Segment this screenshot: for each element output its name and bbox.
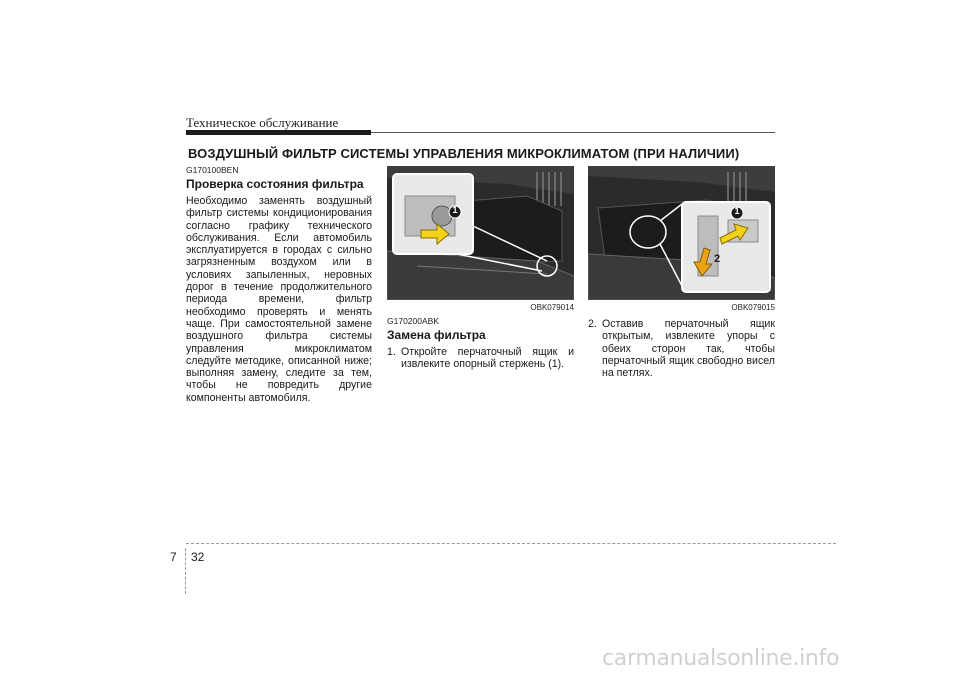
figure-caption: OBK079015 (731, 303, 775, 312)
stoppers-illustration (588, 166, 775, 300)
subheading-check: Проверка состояния фильтра (186, 177, 364, 191)
callout-1: 1 (452, 205, 458, 215)
step-text: Оставив перчаточный ящик открытым, извлеките упоры с обеих сторон так, чтобы перчаточный ящик свободно висел на петлях. (602, 318, 775, 380)
watermark: carmanualsonline.info (602, 646, 840, 671)
section-title: Техническое обслуживание (186, 115, 339, 130)
column-1 (186, 165, 372, 404)
subheading-replace: Замена фильтра (387, 328, 486, 342)
step-number: 1. (387, 346, 396, 358)
step-number: 2. (588, 318, 597, 330)
step-2 (588, 318, 775, 379)
glovebox-illustration (387, 166, 574, 300)
figure-glovebox-stay-rod (387, 166, 574, 300)
column-3 (588, 318, 775, 379)
check-paragraph: Необходимо заменять воздушный фильтр системы кондиционирования согласно графику технического обслуживания. Если автомобиль эксплуатируется в городах с сильно загрязненным воздухом или в условиях запыленных, неровных дорог в течение продолжительного периода времени, фильтр необходимо проверять и менять чаще. При самостоятельной замене воздушного фильтра системы управления микроклиматом следуйте методике, описанной ниже; выполняя замену, следите за тем, чтобы не повредить другие компоненты автомобиля. (186, 195, 372, 404)
figure-caption: OBK079014 (530, 303, 574, 312)
step-1 (387, 346, 574, 371)
page-number: 32 (191, 550, 205, 564)
section-code: G170100BEN (186, 165, 239, 175)
footer-rule (186, 543, 836, 544)
figure-glovebox-stoppers (588, 166, 775, 300)
callout-2: 2 (713, 253, 721, 265)
header-bar (186, 130, 371, 135)
footer-divider (185, 548, 186, 594)
callout-1: 1 (734, 206, 740, 216)
section-code: G170200ABK (387, 316, 439, 326)
main-heading: ВОЗДУШНЫЙ ФИЛЬТР СИСТЕМЫ УПРАВЛЕНИЯ МИКРОКЛИМАТОМ (ПРИ НАЛИЧИИ) (188, 146, 740, 161)
column-2 (387, 316, 574, 371)
header-rule (371, 132, 775, 133)
step-text: Откройте перчаточный ящик и извлеките опорный стержень (1). (401, 346, 574, 371)
chapter-number: 7 (170, 550, 177, 564)
